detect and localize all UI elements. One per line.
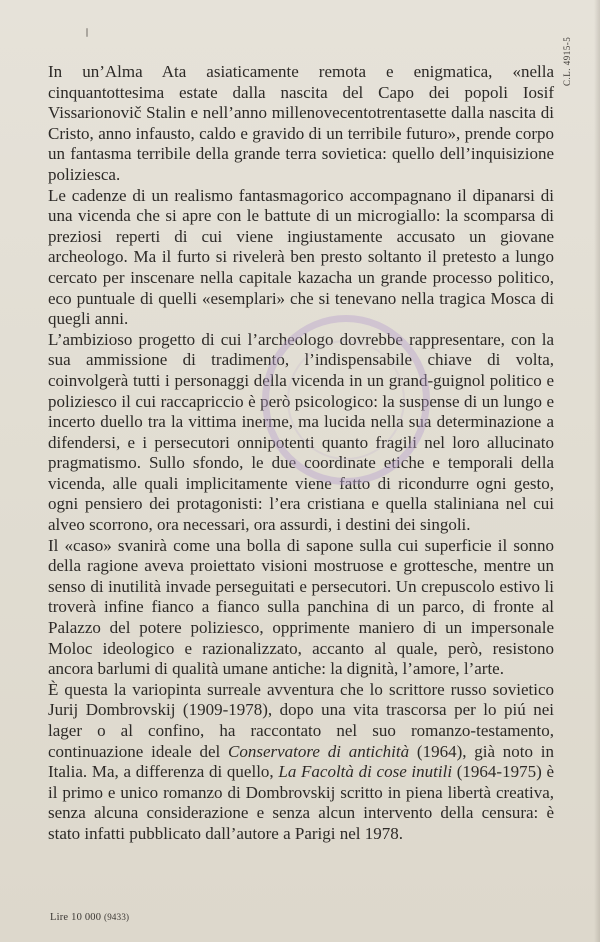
blurb-paragraph <box>48 330 554 536</box>
text-run: (1964), già noto in Italia. Ma, a differenza di quello, <box>48 741 555 782</box>
text-run: Il «caso» svanirà come una bolla di sapone sulla cui superficie il sonno della ragione aveva proiettato visioni mostruose e grottesche, mentre un senso di inutilità invade perseguitati e persecutori. Un crepuscolo estivo li troverà infine fianco a fianco sulla panchina di un parco, di fronte al Palazzo del potere poliziesco, opprimente maniero di un impersonale Moloc ideologico e razionalizzato, accanto al quale, però, resistono ancora barlumi di qualità umane antiche: la dignità, l’amore, l’arte. <box>48 535 554 679</box>
price-line <box>50 912 129 923</box>
blurb-text <box>48 62 554 845</box>
text-run: È questa la variopinta surreale avventura che lo scrittore russo sovietico Jurij Dombrovskij (1909-1978), dopo una vita trascorsa per lo piú nei lager o al confino, ha raccontato nel suo romanzo-testamento, continuazione ideale del <box>48 679 554 761</box>
page-edge-shadow <box>594 0 600 942</box>
price-label: Lire 10 000 <box>50 912 102 923</box>
text-run: L’ambizioso progetto di cui l’archeologo dovrebbe rappresentare, con la sua ammissione di tradimento, l’indispensabile chiave di volta, coinvolgerà tutti i personaggi della vicenda in un grand-guignol politico e poliziesco il cui raccapriccio è però psicologico: la suspense di un lungo e incerto duello tra la vittima inerme, ma lucida nella sua determinazione a difendersi, e i persecutori onnipotenti quanto fragili nel loro allucinato pragmatismo. Sullo sfondo, le due coordinate etiche e temporali della vicenda, alle quali implicitamente viene fatto di ricondurre ogni gesto, ogni pensiero dei protagonisti: l’era cristiana e quella staliniana nel cui alveo scorrono, ora necessari, ora assurdi, i destini dei singoli. <box>48 329 554 535</box>
blurb-paragraph <box>48 62 554 186</box>
book-title: Conservatore di antichità <box>228 741 410 761</box>
text-run: In un’Alma Ata asiaticamente remota e enigmatica, «nella cinquantottesima estate dalla nascita del Capo dei popoli Iosif Vissarionovič Stalin e nell’anno millenovecentotrentasette dalla nascita di Cristo, anno infausto, caldo e gravido di un terribile futuro», prende corpo un fantasma terribile della grande terra sovietica: quello dell’inquisizione poliziesca. <box>48 62 554 184</box>
text-run: (1964-1975) è il primo e unico romanzo di Dombrovskij scritto in piena libertà creativa, senza alcuna considerazione e senza alcun intervento della censura: è stato infatti pubblicato dall’autore a Parigi nel 1978. <box>48 762 554 843</box>
blurb-paragraph <box>48 680 554 845</box>
text-run: Le cadenze di un realismo fantasmagorico accompagnano il dipanarsi di una vicenda che si apre con le battute di un microgiallo: la scomparsa di preziosi reperti di cui viene ingiustamente accusato un giovane archeologo. Ma il furto si rivelerà ben presto soltanto il pretesto a lungo cercato per inscenare nella capitale kazacha un grande processo politico, eco puntuale di quelli «esemplari» che si tenevano nella tragica Mosca di quegli anni. <box>48 185 554 329</box>
blurb-paragraph <box>48 536 554 680</box>
paper-mark <box>86 28 88 37</box>
catalog-code: C.L. 4915-5 <box>562 36 572 86</box>
blurb-paragraph <box>48 186 554 330</box>
book-title: La Facoltà di cose inutili <box>278 762 453 782</box>
price-code: (9433) <box>104 912 130 922</box>
